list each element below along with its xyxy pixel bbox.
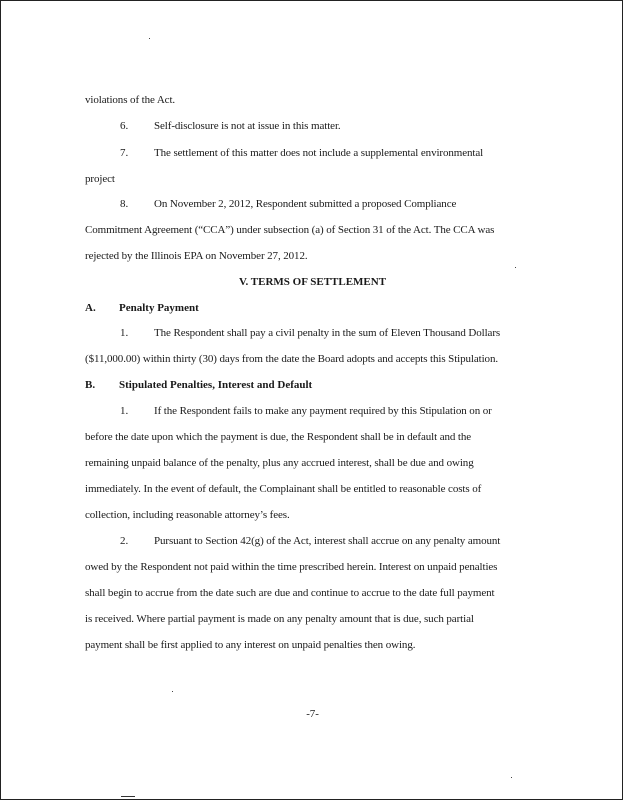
text-line: is received. Where partial payment is made on any penalty amount that is due, such partial xyxy=(85,613,474,625)
section-heading: V. TERMS OF SETTLEMENT xyxy=(238,276,387,288)
text-line: owed by the Respondent not paid within the time prescribed herein. Interest on unpaid penalties xyxy=(85,561,498,573)
scan-speck xyxy=(172,691,173,692)
text-line: shall begin to accrue from the date such are due and continue to accrue to the date full payment xyxy=(85,587,495,599)
text-line: violations of the Act. xyxy=(85,94,176,106)
text-line: If the Respondent fails to make any payment required by this Stipulation on or xyxy=(154,405,492,417)
text-line: before the date upon which the payment is due, the Respondent shall be in default and the xyxy=(85,431,472,443)
item-number: 1. xyxy=(120,327,129,339)
subsection-letter: B. xyxy=(85,379,96,391)
item-number: 8. xyxy=(120,198,129,210)
text-line: collection, including reasonable attorney’s fees. xyxy=(85,509,290,521)
scan-speck xyxy=(149,38,150,39)
item-number: 7. xyxy=(120,147,129,159)
text-line: rejected by the Illinois EPA on November 27, 2012. xyxy=(85,250,308,262)
page-number: -7- xyxy=(306,708,319,720)
text-line: ($11,000.00) within thirty (30) days from the date the Board adopts and accepts this Stipulation. xyxy=(85,353,499,365)
text-line: The Respondent shall pay a civil penalty in the sum of Eleven Thousand Dollars xyxy=(154,327,501,339)
text-line: payment shall be first applied to any interest on unpaid penalties then owing. xyxy=(85,639,416,651)
item-number: 2. xyxy=(120,535,129,547)
subsection-title: Penalty Payment xyxy=(119,302,199,314)
item-number: 6. xyxy=(120,120,129,132)
subsection-letter: A. xyxy=(85,302,96,314)
text-line: Commitment Agreement (“CCA”) under subsection (a) of Section 31 of the Act. The CCA was xyxy=(85,224,495,236)
item-number: 1. xyxy=(120,405,129,417)
text-line: remaining unpaid balance of the penalty, plus any accrued interest, shall be due and owing xyxy=(85,457,474,469)
subsection-title: Stipulated Penalties, Interest and Default xyxy=(119,379,313,391)
text-line: The settlement of this matter does not include a supplemental environmental xyxy=(154,147,484,159)
text-line: Self-disclosure is not at issue in this matter. xyxy=(154,120,341,132)
text-line: Pursuant to Section 42(g) of the Act, interest shall accrue on any penalty amount xyxy=(154,535,501,547)
scan-speck xyxy=(511,777,512,778)
text-line: project xyxy=(85,173,115,185)
text-line: immediately. In the event of default, the Complainant shall be entitled to reasonable costs of xyxy=(85,483,482,495)
scan-speck xyxy=(515,267,516,268)
text-line: On November 2, 2012, Respondent submitted a proposed Compliance xyxy=(154,198,457,210)
scan-edge-mark xyxy=(121,796,135,797)
